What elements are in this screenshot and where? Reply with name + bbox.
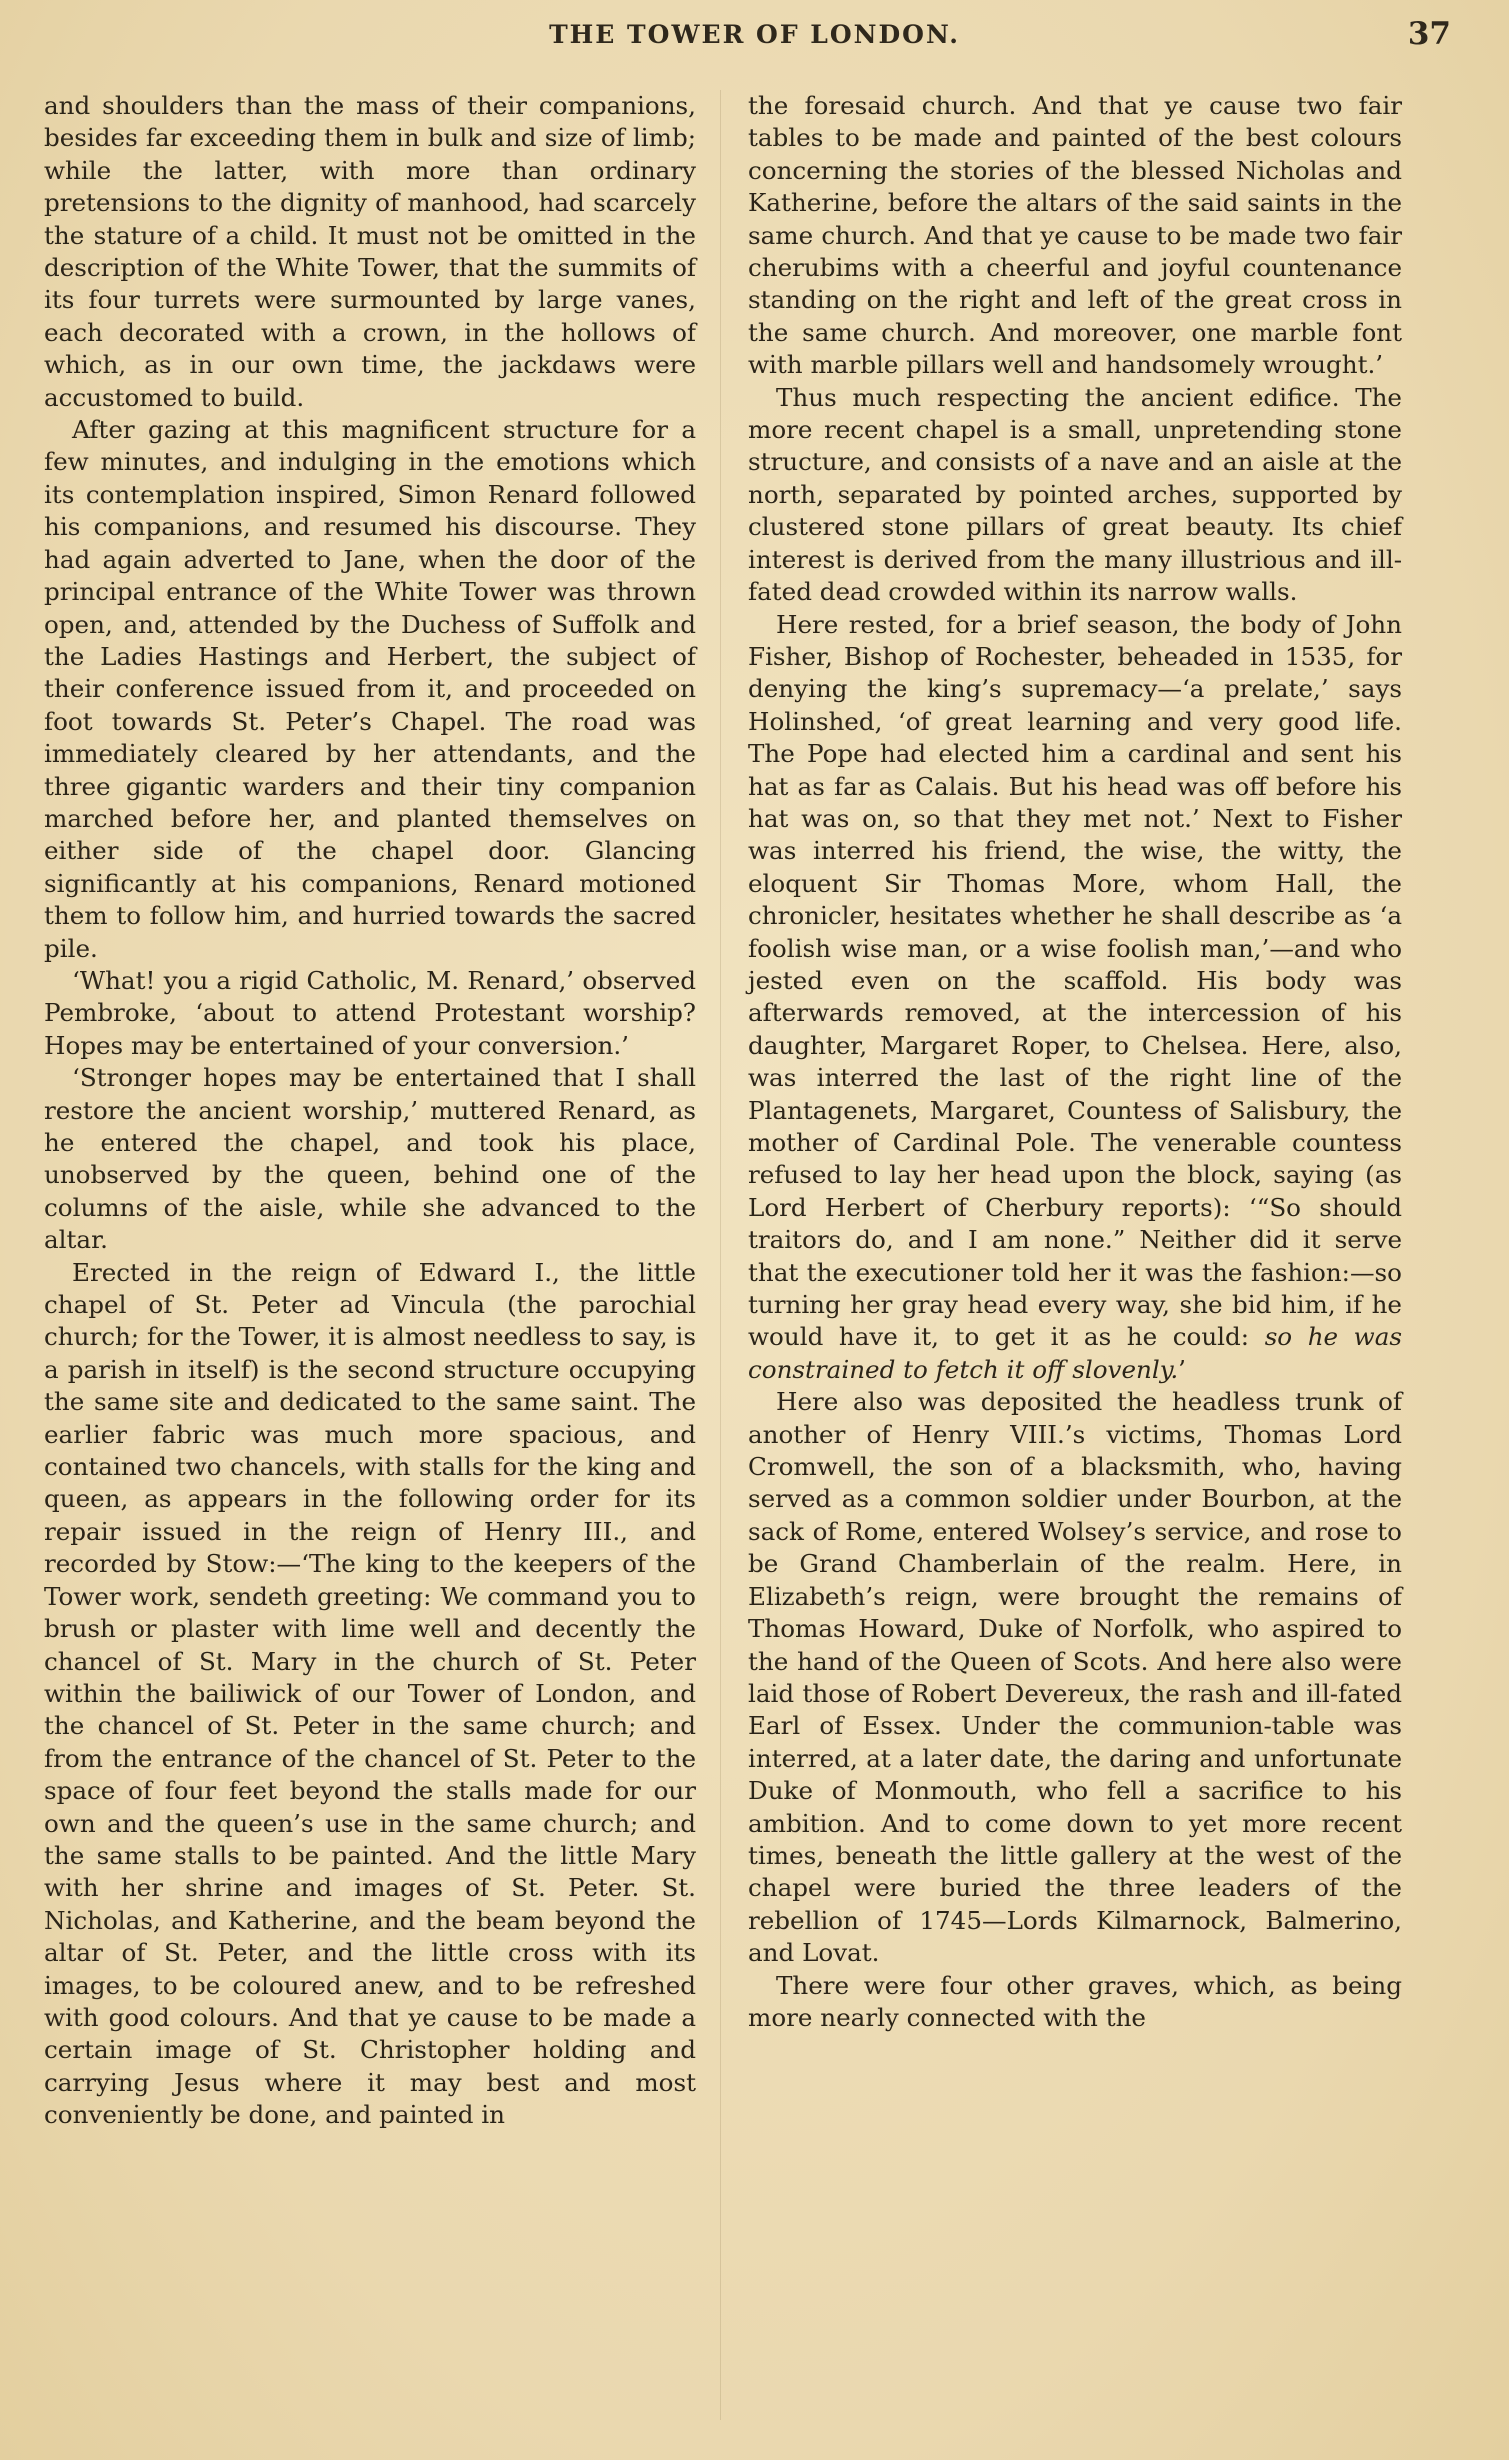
paragraph: Erected in the reign of Edward I., the little chapel of St. Peter ad Vincula (the parochial church; for the Tower, it is almost needless to say, is a parish in itself) is the second structure occupying the same site and dedicated to the same saint. The earlier fabric was much more spacious, and contained two chancels, with stalls for the king and queen, as appears in the following order for its repair issued in the reign of Henry III., and recorded by Stow:—‘The king to the keepers of the Tower work, sendeth greeting: We command you to brush or plaster with lime well and decently the chancel of St. Mary in the church of St. Peter within the bailiwick of our Tower of London, and the chancel of St. Peter in the same church; and from the entrance of the chancel of St. Peter to the space of four feet beyond the stalls made for our own and the queen’s use in the same church; and the same stalls to be painted. And the little Mary with her shrine and images of St. Peter. St. Nicholas, and Katherine, and the beam beyond the altar of St. Peter, and the little cross with its images, to be coloured anew, and to be refreshed with good colours. And that ye cause to be made a certain image of St. Christopher holding and carrying Jesus where it may best and most conveniently be done, and painted in xyxy=(44,1257,696,2130)
paragraph: Thus much respecting the ancient edifice. The more recent chapel is a small, unpretending stone structure, and consists of a nave and an aisle at the north, separated by pointed arches, supported by clustered stone pillars of great beauty. Its chief interest is derived from the many illustrious and ill-fated dead crowded within its narrow walls. xyxy=(748,382,1402,607)
paragraph xyxy=(748,609,1402,1387)
page-number: 37 xyxy=(1407,16,1451,52)
running-head xyxy=(0,14,1509,58)
paragraph: ‘Stronger hopes may be entertained that I shall restore the ancient worship,’ muttered Renard, as he entered the chapel, and took his place, unobserved by the queen, behind one of the columns of the aisle, while she advanced to the altar. xyxy=(44,1063,696,1255)
paragraph: After gazing at this magnificent structure for a few minutes, and indulging in the emotions which its contemplation inspired, Simon Renard followed his companions, and resumed his discourse. They had again adverted to Jane, when the door of the principal entrance of the White Tower was thrown open, and, attended by the Duchess of Suffolk and the Ladies Hastings and Herbert, the subject of their conference issued from it, and proceeded on foot towards St. Peter’s Chapel. The road was immediately cleared by her attendants, and the three gigantic warders and their tiny companion marched before her, and planted themselves on either side of the chapel door. Glancing significantly at his companions, Renard motioned them to follow him, and hurried towards the sacred pile. xyxy=(44,415,696,963)
paragraph: ‘What! you a rigid Catholic, M. Renard,’ observed Pembroke, ‘about to attend Protestant worship? Hopes may be entertained of your conversion.’ xyxy=(44,965,696,1060)
paragraph: Here also was deposited the headless trunk of another of Henry VIII.’s victims, Thomas Lord Cromwell, the son of a blacksmith, who, having served as a common soldier under Bourbon, at the sack of Rome, entered Wolsey’s service, and rose to be Grand Chamberlain of the realm. Here, in Elizabeth’s reign, were brought the remains of Thomas Howard, Duke of Norfolk, who aspired to the hand of the Queen of Scots. And here also were laid those of Robert Devereux, the rash and ill-fated Earl of Essex. Under the communion-table was interred, at a later date, the daring and unfortunate Duke of Monmouth, who fell a sacrifice to his ambition. And to come down to yet more recent times, beneath the little gallery at the west of the chapel were buried the three leaders of the rebellion of 1745—Lords Kilmarnock, Balmerino, and Lovat. xyxy=(748,1387,1402,1968)
column-gutter xyxy=(720,90,721,2420)
left-column xyxy=(44,90,696,2132)
closing-quote: ’ xyxy=(1178,1354,1186,1384)
paragraph: and shoulders than the mass of their companions, besides far exceeding them in bulk and size of limb; while the latter, with more than ordinary pretensions to the dignity of manhood, had scarcely the stature of a child. It must not be omitted in the description of the White Tower, that the summits of its four turrets were surmounted by large vanes, each decorated with a crown, in the hollows of which, as in our own time, the jackdaws were accustomed to build. xyxy=(44,91,696,412)
running-title: THE TOWER OF LONDON. xyxy=(549,20,960,49)
paragraph-text: Here rested, for a brief season, the body of John Fisher, Bishop of Rochester, beheaded in 1535, for denying the king’s supremacy—‘a prelate,’ says Holinshed, ‘of great learning and very good life. The Pope had elected him a cardinal and sent his hat as far as Calais. But his head was off before his hat was on, so that they met not.’ Next to Fisher was interred his friend, the wise, the witty, the eloquent Sir Thomas More, whom Hall, the chronicler, hesitates whether he shall describe as ‘a foolish wise man, or a wise foolish man,’—and who jested even on the scaffold. His body was afterwards removed, at the intercession of his daughter, Margaret Roper, to Chelsea. Here, also, was interred the last of the right line of the Plantagenets, Margaret, Countess of Salisbury, the mother of Cardinal Pole. The venerable countess refused to lay her head upon the block, saying (as Lord Herbert of Cherbury reports): ‘“So should traitors do, and I am none.” Neither did it serve that the executioner told her it was the fashion:—so turning her gray head every way, she bid him, if he would have it, to get it as he could: xyxy=(748,609,1402,1352)
paragraph: There were four other graves, which, as being more nearly connected with the xyxy=(748,1970,1402,2032)
right-column xyxy=(748,90,1402,2034)
paragraph: the foresaid church. And that ye cause two fair tables to be made and painted of the best colours concerning the stories of the blessed Nicholas and Katherine, before the altars of the said saints in the same church. And that ye cause to be made two fair cherubims with a cheerful and joyful countenance standing on the right and left of the great cross in the same church. And moreover, one marble font with marble pillars well and handsomely wrought.’ xyxy=(748,91,1402,380)
italic-quote: so he was constrained to fetch it off slovenly. xyxy=(748,1322,1403,1384)
